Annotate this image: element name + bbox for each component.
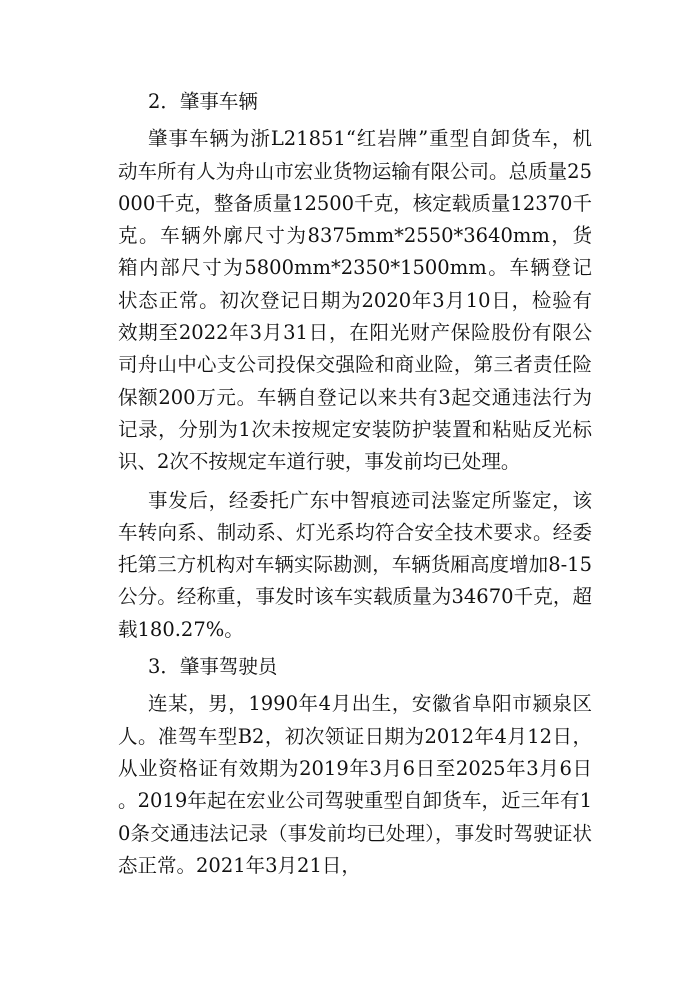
paragraph-driver-details: 连某，男，1990年4月出生，安徽省阜阳市颍泉区人。准驾车型B2，初次领证日期为2012年4月12日，从业资格证有效期为2019年3月6日至2025年3月6日。2019年起在宏业公司驾驶重型自卸货车，近三年有10条交通违法记录（事发前均已处理），事发时驾驶证状态正常。2021年3月21日， (118, 692, 592, 877)
section-heading-vehicle: 2．肇事车辆 (148, 90, 258, 113)
section-heading-driver: 3．肇事驾驶员 (148, 655, 278, 679)
paragraph-vehicle-inspection: 事发后，经委托广东中智痕迹司法鉴定所鉴定，该车转向系、制动系、灯光系均符合安全技术要求。经委托第三方机构对车辆实际勘测，车辆货厢高度增加8-15公分。经称重，事发时该车实载质量为34670千克，超载180.27%。 (118, 488, 592, 641)
paragraph-vehicle-details: 肇事车辆为浙L21851“红岩牌”重型自卸货车，机动车所有人为舟山市宏业货物运输有限公司。总质量25000千克，整备质量12500千克，核定载质量12370千克。车辆外廓尺寸为8375mm*2550*3640mm，货箱内部尺寸为5800mm*2350*1500mm。车辆登记状态正常。初次登记日期为2020年3月10日，检验有效期至2022年3月31日，在阳光财产保险股份有限公司舟山中心支公司投保交强险和商业险，第三者责任险保额200万元。车辆自登记以来共有3起交通违法行为记录，分别为1次未按规定安装防护装置和粘贴反光标识、2次不按规定车道行驶，事发前均已处理。 (118, 127, 592, 474)
document-body (118, 86, 592, 882)
